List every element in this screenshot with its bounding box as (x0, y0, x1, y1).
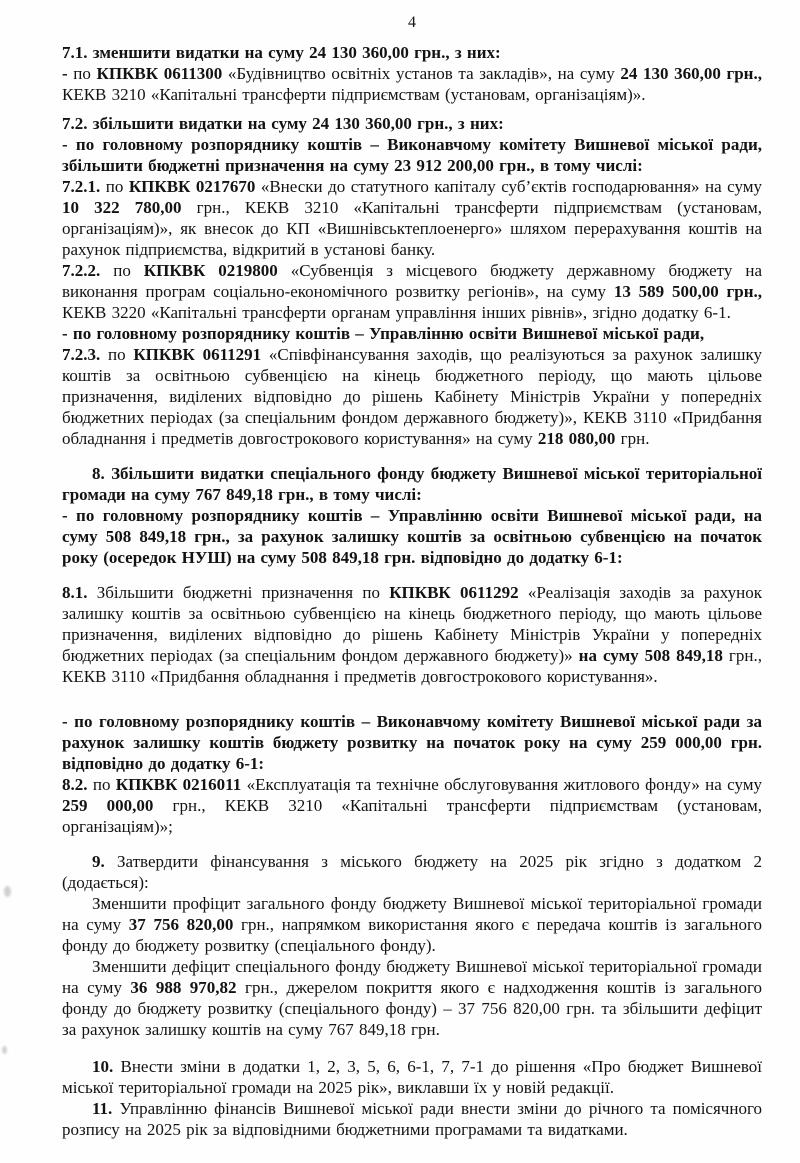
text-segment: Управлінню фінансів Вишневої міської ради внести зміни до річного та помісячного розпису на 2025 рік за відповідними бюджетними програмами та видатками. (62, 1099, 762, 1139)
text-segment: «Внески до статутного капіталу суб’єктів господарювання» на суму (255, 177, 762, 196)
text-segment: КПКВК 0611291 (133, 345, 262, 364)
clause-9-deficit (62, 956, 762, 1040)
text-segment: 8.1. (62, 583, 88, 602)
text-segment: Зменшити дефіцит спеціального фонду бюджету Вишневої міської територіальної громади на суму (62, 957, 762, 997)
text-segment: КПКВК 0219800 (143, 261, 278, 280)
text-segment: «Співфінансування заходів, що реалізуються за рахунок залишку коштів за освітньою субвенцією на кінець бюджетного періоду, що мають цільове призначення, виділених відповідно до рішень Кабінету Міністрів України у попередніх бюджетних періодах (за спеціальним фондом державного бюджету)», КЕКВ 3110 «Придбання обладнання і предметів довгострокового користування» на суму (62, 345, 762, 448)
text-segment: грн. (615, 429, 650, 448)
text-segment: 7.2. збільшити видатки на суму 24 130 360,00 грн., з них: (62, 114, 504, 133)
text-segment: Внести зміни в додатки 1, 2, 3, 5, 6, 6-1, 7, 7-1 до рішення «Про бюджет Вишневої міської територіальної громади на 2025 рік», виклавши їх у новій редакції. (62, 1057, 762, 1097)
text-segment: 7.2.1. (62, 177, 101, 196)
text-segment: 8. Збільшити видатки спеціального фонду бюджету Вишневої міської територіальної громади на суму 767 849,18 грн., в тому числі: (62, 464, 762, 504)
text-segment: 259 000,00 (62, 796, 154, 815)
text-segment: 8.2. (62, 775, 88, 794)
clause-9-surplus (62, 893, 762, 956)
text-segment: - по головному розпоряднику коштів – Виконавчому комітету Вишневої міської ради, збільшити бюджетні призначення на суму 23 912 200,00 грн., в тому числі: (62, 135, 762, 175)
clause-7-2-3 (62, 344, 762, 449)
text-segment: Затвердити фінансування з міського бюджету на 2025 рік згідно з додатком 2 (додається): (62, 852, 762, 892)
scan-artifact (4, 886, 11, 897)
text-segment: 24 130 360,00 грн., (620, 64, 762, 83)
clause-7-1-heading (62, 42, 762, 63)
clause-8-main-admin-exec (62, 711, 762, 774)
clause-8-main-admin-education (62, 505, 762, 568)
document-body (62, 42, 762, 1140)
text-segment: 7.2.2. (62, 261, 101, 280)
text-segment: грн., напрямком використання якого є передача коштів із загального фонду до бюджету розвитку (спеціального фонду). (62, 915, 763, 955)
clause-10 (62, 1056, 762, 1098)
clause-7-2-main-admin-exec (62, 134, 762, 176)
text-segment: - по головному розпоряднику коштів – Виконавчому комітету Вишневої міської ради за рахунок залишку коштів бюджету розвитку на початок року на суму 259 000,00 грн. відповідно до додатку 6-1: (62, 712, 762, 773)
text-segment: по (100, 261, 144, 280)
text-segment: по (100, 345, 134, 364)
text-segment: КПКВК 0217670 (128, 177, 256, 196)
clause-8-heading (62, 463, 762, 505)
text-segment: грн., джерелом покриття якого є надходження коштів із загального фонду до бюджету розвитку (спеціального фонду) – 37 756 820,00 грн. та збільшити дефіцит за рахунок залишку коштів на суму 767 849,18 грн. (62, 978, 763, 1039)
text-segment: 10. (92, 1057, 114, 1076)
clause-7-1-item (62, 63, 762, 105)
text-segment: по (100, 177, 129, 196)
text-segment: 11. (92, 1099, 113, 1118)
clause-7-2-main-admin-education (62, 323, 762, 344)
clause-9 (62, 851, 762, 893)
clause-11 (62, 1098, 762, 1140)
text-segment: «Будівництво освітніх установ та закладів», на суму (227, 64, 621, 83)
text-segment: 13 589 500,00 грн., (613, 282, 762, 301)
text-segment: КПКВК 0216011 (115, 775, 242, 794)
text-segment: 37 756 820,00 (128, 915, 234, 934)
text-segment: грн., КЕКВ 3210 «Капітальні трансферти підприємствам (установам, організаціям)», як внесок до КП «Вишнівськтеплоенерго» шляхом перерахування коштів на рахунок підприємства, відкритий в установі банку. (62, 198, 763, 259)
text-segment: грн., КЕКВ 3210 «Капітальні трансферти підприємствам (установам, організаціям)»; (62, 796, 763, 836)
clause-8-1 (62, 582, 762, 687)
text-segment: «Субвенція з місцевого бюджету державному бюджету на виконання програм соціально-економічного розвитку регіонів», на суму (62, 261, 762, 301)
text-segment: Збільшити бюджетні призначення по (87, 583, 390, 602)
text-segment: 7.1. зменшити видатки на суму 24 130 360,00 грн., з них: (62, 43, 501, 62)
text-segment: 10 322 780,00 (62, 198, 182, 217)
clause-7-2-heading (62, 113, 762, 134)
text-segment: на суму 508 849,18 (578, 646, 723, 665)
text-segment: КПКВК 0611292 (389, 583, 519, 602)
text-segment: по (87, 775, 116, 794)
text-segment: «Експлуатація та технічне обслуговування житлового фонду» на суму (241, 775, 762, 794)
page-number: 4 (408, 14, 416, 31)
text-segment: КЕКВ 3210 «Капітальні трансферти підприємствам (установам, організаціям)». (62, 85, 646, 104)
text-segment: 9. (92, 852, 105, 871)
text-segment: КПКВК 0611300 (96, 64, 228, 83)
text-segment: - (62, 64, 74, 83)
text-segment: Зменшити профіцит загального фонду бюджету Вишневої міської територіальної громади на суму (62, 894, 762, 934)
text-segment: КЕКВ 3220 «Капітальні трансферти органам управління інших рівнів», згідно додатку 6-1. (62, 303, 731, 322)
text-segment: 218 080,00 (537, 429, 616, 448)
text-segment: грн., КЕКВ 3110 «Придбання обладнання і предметів довгострокового користування». (62, 646, 762, 686)
text-segment: - по головному розпоряднику коштів – Управлінню освіти Вишневої міської ради, на суму 508 849,18 грн., за рахунок залишку коштів за освітньою субвенцією на початок року (осередок НУШ) на суму 508 849,18 грн. відповідно до додатку 6-1: (62, 506, 762, 567)
text-segment: 36 988 970,82 (130, 978, 237, 997)
text-segment: «Реалізація заходів за рахунок залишку коштів за освітньою субвенцією на кінець бюджетного періоду, що мають цільове призначення, виділених відповідно до рішень Кабінету Міністрів України у попередніх бюджетних періодах (за спеціальним фондом державного бюджету)» (62, 583, 762, 665)
scan-artifact (2, 1046, 7, 1054)
clause-7-2-1 (62, 176, 762, 260)
text-segment: - по головному розпоряднику коштів – Управлінню освіти Вишневої міської ради, (62, 324, 705, 343)
text-segment: 7.2.3. (62, 345, 101, 364)
clause-8-2 (62, 774, 762, 837)
text-segment: по (73, 64, 97, 83)
clause-7-2-2 (62, 260, 762, 323)
